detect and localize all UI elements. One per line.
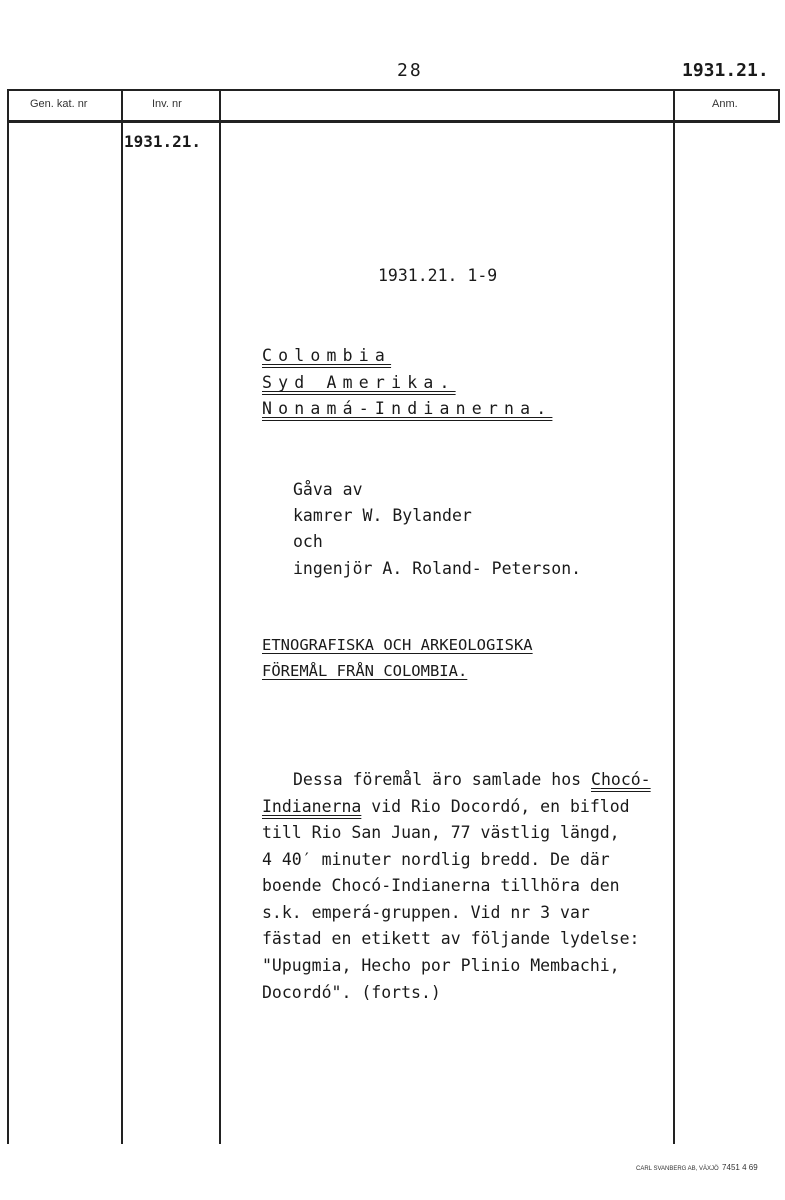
paragraph-line: 4 40′ minuter nordlig bredd. De där [262, 850, 610, 869]
paragraph-line: Docordó". (forts.) [262, 983, 441, 1002]
printer-imprint [636, 1163, 758, 1172]
section-heading: ETNOGRAFISKA OCH ARKEOLOGISKA [262, 636, 533, 654]
paragraph-line: till Rio San Juan, 77 västlig längd, [262, 823, 620, 842]
paragraph-line: s.k. emperá-gruppen. Vid nr 3 var [262, 903, 590, 922]
paragraph-line [262, 797, 630, 816]
donation-line: kamrer W. Bylander [293, 506, 472, 525]
location-line: Nonamá-Indianerna. [262, 399, 553, 418]
printer-name: CARL SVANBERG AB, VÄXJÖ [636, 1166, 719, 1172]
paragraph-line: boende Chocó-Indianerna tillhöra den [262, 876, 620, 895]
location-line: Syd Amerika. [262, 373, 456, 392]
donation-line: Gåva av [293, 480, 363, 499]
paragraph-text: vid Rio Docordó, en biflod [361, 797, 630, 816]
table-header-rule [7, 120, 780, 123]
column-divider-2 [219, 89, 221, 1144]
underlined-term: Chocó- [591, 770, 651, 789]
left-border [7, 89, 9, 1144]
section-heading: FÖREMÅL FRÅN COLOMBIA. [262, 662, 468, 680]
table-top-rule [7, 89, 780, 91]
number-range: 1931.21. 1-9 [378, 266, 498, 285]
paragraph-line [293, 770, 651, 789]
paragraph-line: "Upugmia, Hecho por Plinio Membachi, [262, 956, 620, 975]
header-reference: 1931.21. [682, 60, 769, 81]
donation-line: och [293, 532, 323, 551]
column-header-anm: Anm. [712, 98, 738, 110]
underlined-term: Indianerna [262, 797, 362, 816]
column-divider-1 [121, 89, 123, 1144]
column-header-gen-kat: Gen. kat. nr [30, 98, 88, 110]
donation-line: ingenjör A. Roland- Peterson. [293, 559, 582, 578]
location-line: Colombia [262, 346, 392, 365]
page-number: 28 [397, 60, 423, 81]
form-code: 7451 4 69 [722, 1163, 758, 1172]
column-divider-3 [673, 89, 675, 1144]
right-border [778, 89, 780, 121]
paragraph-text: Dessa föremål äro samlade hos [293, 770, 592, 789]
inventory-entry: 1931.21. [124, 132, 202, 151]
paragraph-line: fästad en etikett av följande lydelse: [262, 929, 640, 948]
column-header-inv: Inv. nr [152, 98, 182, 110]
